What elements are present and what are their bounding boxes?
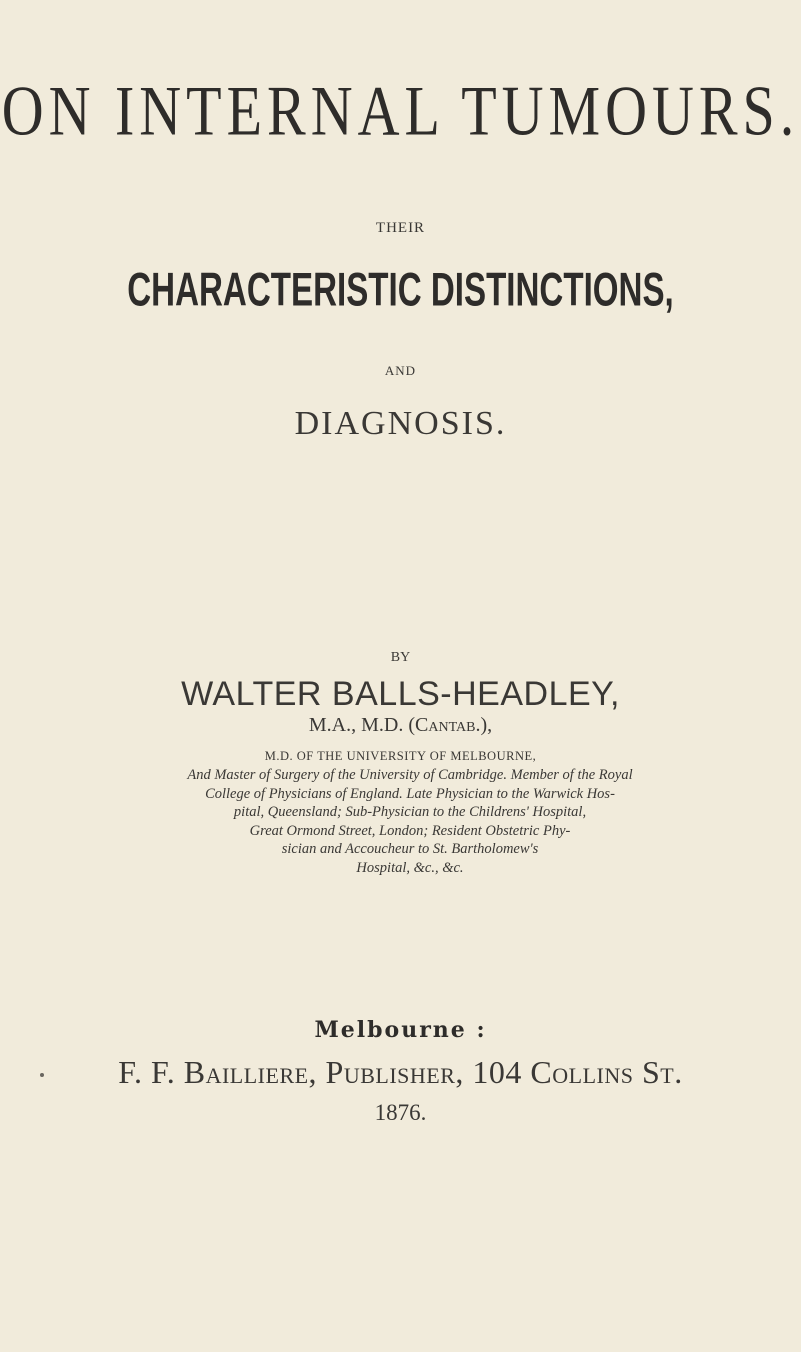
by-label: BY (390, 650, 411, 665)
author-name: WALTER BALLS-HEADLEY, (181, 675, 620, 713)
subtitle-and: AND (384, 363, 417, 378)
subtitle-their: THEIR (375, 220, 426, 236)
imprint-city: Melbourne : (314, 1017, 487, 1043)
author-credentials (120, 766, 700, 877)
book-title: ON INTERNAL TUMOURS. (1, 71, 800, 151)
imprint-publisher: F. F. Bailliere, Publisher, 104 Collins St. (118, 1054, 683, 1090)
credentials-line: College of Physicians of England. Late Physician to the Warwick Hos- (205, 785, 615, 802)
credentials-line: And Master of Surgery of the University of Cambridge. Member of the Royal (187, 767, 633, 783)
credentials-line: Great Ormond Street, London; Resident Obstetric Phy- (249, 822, 571, 839)
credentials-line: sician and Accoucheur to St. Bartholomew's (281, 841, 539, 857)
credentials-line: Hospital, &c., &c. (356, 859, 464, 876)
subtitle-characteristic: CHARACTERISTIC DISTINCTIONS, (127, 262, 674, 317)
author-degrees: M.A., M.D. (Cantab.), (308, 714, 493, 736)
imprint-year: 1876. (374, 1100, 427, 1125)
author-melbourne-degree: M.D. OF THE UNIVERSITY OF MELBOURNE, (264, 749, 537, 763)
subtitle-diagnosis: DIAGNOSIS. (294, 405, 507, 442)
credentials-line: pital, Queensland; Sub-Physician to the Childrens' Hospital, (233, 804, 587, 820)
